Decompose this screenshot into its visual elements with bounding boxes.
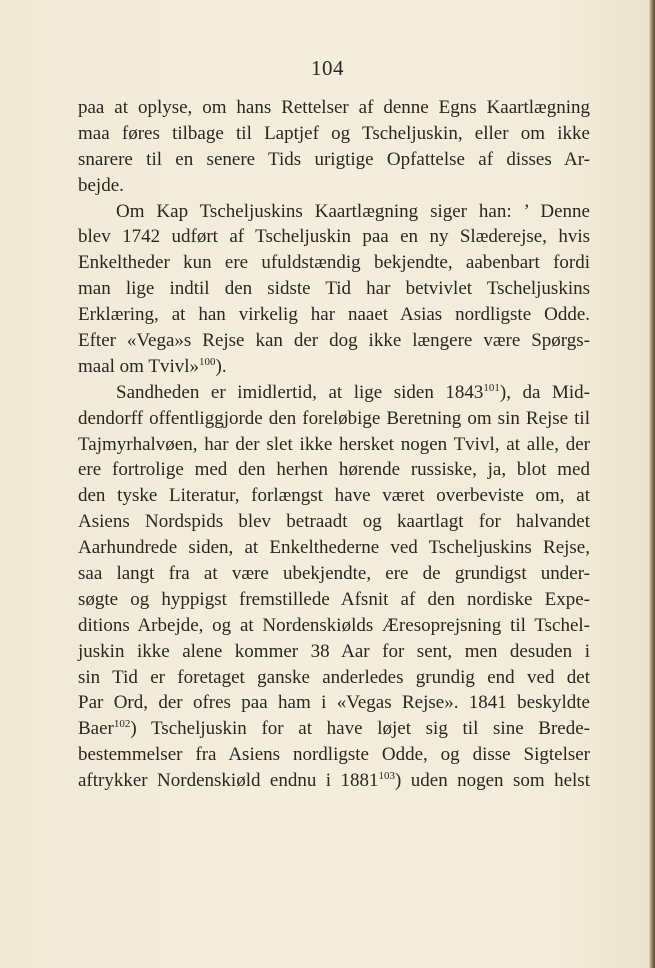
text-line: bejde. [78, 174, 124, 196]
text-line: Erklæring, at han virkelig har naaet Asias nordligste Odde. [78, 304, 590, 326]
text-line: ditions Arbejde, og at Nordenskiølds Æresoprejsning til Tschel- [78, 614, 590, 636]
text-line: bestemmelser fra Asiens nordligste Odde, og disse Sigtelser [78, 744, 590, 766]
text-line: aftrykker Nordenskiøld endnu i 1881$^{103}$) uden nogen som helst [78, 770, 590, 792]
text-line: blev 1742 udført af Tscheljuskin paa en ny Slæderejse, hvis [78, 226, 590, 248]
footnote-ref: 100 [199, 355, 216, 368]
paragraph-start-line: Sandheden er imidlertid, at lige siden 1843$^{101}$), da Mid- [116, 381, 590, 403]
text-line: man lige indtil den sidste Tid har betvivlet Tscheljuskins [78, 278, 590, 300]
text-line: Enkeltheder kun ere ufuldstændig bekjendte, aabenbart fordi [78, 252, 590, 274]
text-line: sin Tid er foretaget ganske anderledes grundig end ved det [78, 666, 590, 688]
text-line: Par Ord, der ofres paa ham i «Vegas Rejse». 1841 beskyldte [78, 692, 590, 714]
text-line: saa langt fra at være ubekjendte, ere de grundigst under- [78, 563, 590, 585]
footnote-ref: 102 [113, 718, 131, 731]
text-line: den tyske Literatur, forlængst have været overbeviste om, at [78, 485, 590, 507]
text-line: snarere til en senere Tids urigtige Opfattelse af disses Ar- [78, 148, 590, 170]
text-line: maa føres tilbage til Laptjef og Tscheljuskin, eller om ikke [78, 122, 590, 144]
text-line: paa at oplyse, om hans Rettelser af denne Egns Kaartlægning [78, 97, 590, 118]
paragraph-start-line: Om Kap Tscheljuskins Kaartlægning siger han: ’ Denne [116, 200, 590, 222]
text-line: søgte og hyppigst fremstillede Afsnit af den nordiske Expe- [78, 588, 590, 610]
footnote-ref: 103 [378, 770, 395, 783]
footnote-ref: 101 [483, 381, 500, 394]
text-line: maal om Tvivl»$^{100}$). [78, 355, 227, 377]
text-line: ere fortrolige med den herhen hørende russiske, ja, blot med [78, 459, 590, 481]
text-line: Efter «Vega»s Rejse kan der dog ikke længere være Spørgs- [78, 330, 590, 352]
page-number: 104 [311, 56, 344, 80]
page-edge [649, 0, 655, 968]
body-text [78, 95, 590, 794]
text-line: Aarhundrede siden, at Enkelthederne ved Tscheljuskins Rejse, [78, 537, 590, 559]
text-line: Baer$^{102}$) Tscheljuskin for at have løjet sig til sine Brede- [78, 718, 590, 740]
text-line: Asiens Nordspids blev betraadt og kaartlagt for halvandet [78, 511, 590, 533]
text-line: juskin ikke alene kommer 38 Aar for sent, men desuden i [78, 640, 590, 662]
text-line: dendorff offentliggjorde den foreløbige Beretning om sin Rejse til [78, 407, 590, 429]
text-line: Tajmyrhalvøen, har der slet ikke hersket nogen Tvivl, at alle, der [78, 433, 590, 455]
